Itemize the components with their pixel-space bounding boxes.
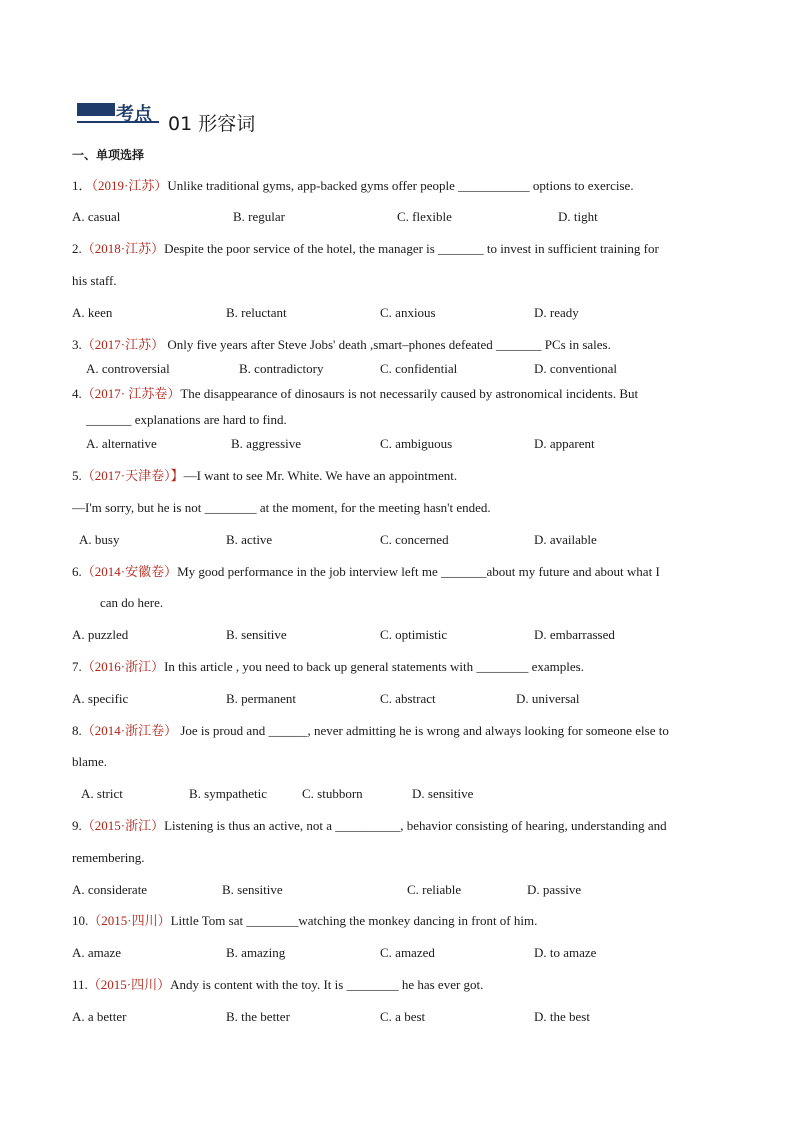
- option-c: C. ambiguous: [380, 436, 453, 451]
- option-c: C. flexible: [397, 209, 452, 224]
- option-d: D. tight: [558, 209, 598, 224]
- question-1: 1．（2019·江苏）Unlike traditional gyms, app-backed gyms offer people ___________ options to exercise.: [72, 178, 634, 193]
- option-c: C. a best: [380, 1009, 426, 1024]
- option-d: D. conventional: [534, 361, 618, 376]
- option-d: D. passive: [527, 882, 582, 897]
- option-c: C. concerned: [380, 532, 449, 547]
- option-a: A. puzzled: [72, 627, 129, 642]
- option-d: D. embarrassed: [534, 627, 615, 642]
- option-c: C. anxious: [380, 305, 436, 320]
- option-a: A. amaze: [72, 945, 122, 960]
- option-a: A. strict: [81, 786, 123, 801]
- question-6: 6.（2014·安徽卷）My good performance in the job interview left me _______about my future and about what I: [72, 564, 660, 579]
- question-4-cont: _______ explanations are hard to find.: [86, 412, 287, 427]
- option-d: D. sensitive: [412, 786, 474, 801]
- question-2-cont: his staff.: [72, 273, 117, 288]
- question-5: 5.（2017·天津卷）】—I want to see Mr. White. We have an appointment.: [72, 468, 458, 483]
- header-badge: 考点: [116, 104, 152, 125]
- option-a: A. a better: [72, 1009, 127, 1024]
- option-d: D. the best: [534, 1009, 590, 1024]
- option-d: D. apparent: [534, 436, 595, 451]
- option-d: D. ready: [534, 305, 579, 320]
- option-c: C. optimistic: [380, 627, 448, 642]
- option-b: B. sympathetic: [189, 786, 267, 801]
- option-a: A. casual: [72, 209, 121, 224]
- question-4: 4.（2017· 江苏卷）The disappearance of dinosaurs is not necessarily caused by astronomical incidents. But: [72, 386, 639, 401]
- option-c: C. abstract: [380, 691, 436, 706]
- question-8-cont: blame.: [72, 754, 108, 769]
- section-heading: 一、单项选择: [72, 148, 145, 162]
- header-badge-bar: [77, 103, 115, 116]
- option-b: B. contradictory: [239, 361, 324, 376]
- option-c: C. reliable: [407, 882, 462, 897]
- question-10: 10.（2015·四川）Little Tom sat ________watching the monkey dancing in front of him.: [72, 913, 538, 928]
- option-b: B. amazing: [226, 945, 286, 960]
- option-a: A. controversial: [86, 361, 170, 376]
- page-title: 01 形容词: [168, 113, 256, 135]
- question-6-cont: can do here.: [100, 595, 164, 610]
- option-a: A. specific: [72, 691, 129, 706]
- question-7: 7.（2016·浙江）In this article , you need to back up general statements with ________ examples.: [72, 659, 584, 674]
- question-5-cont: —I'm sorry, but he is not ________ at the moment, for the meeting hasn't ended.: [72, 500, 491, 515]
- option-b: B. sensitive: [226, 627, 287, 642]
- question-2: 2.（2018·江苏）Despite the poor service of the hotel, the manager is _______ to invest in sufficient training for: [72, 241, 659, 256]
- question-9: 9.（2015·浙江）Listening is thus an active, not a __________, behavior consisting of hearing, understanding and: [72, 818, 667, 833]
- option-a: A. considerate: [72, 882, 148, 897]
- option-d: D. universal: [516, 691, 580, 706]
- option-b: B. active: [226, 532, 273, 547]
- option-c: C. stubborn: [302, 786, 363, 801]
- option-c: C. amazed: [380, 945, 435, 960]
- question-11: 11.（2015·四川）Andy is content with the toy. It is ________ he has ever got.: [72, 977, 484, 992]
- option-d: D. available: [534, 532, 597, 547]
- option-b: B. sensitive: [222, 882, 283, 897]
- option-b: B. regular: [233, 209, 285, 224]
- question-9-cont: remembering.: [72, 850, 145, 865]
- option-a: A. alternative: [86, 436, 157, 451]
- question-8: 8.（2014·浙江卷） Joe is proud and ______, never admitting he is wrong and always looking for someone else to: [72, 723, 669, 738]
- option-d: D. to amaze: [534, 945, 597, 960]
- option-c: C. confidential: [380, 361, 458, 376]
- question-3: 3.（2017·江苏） Only five years after Steve Jobs' death ,smart–phones defeated _______ PCs in sales.: [72, 337, 611, 352]
- option-b: B. permanent: [226, 691, 297, 706]
- option-b: B. aggressive: [231, 436, 302, 451]
- option-b: B. the better: [226, 1009, 290, 1024]
- option-a: A. keen: [72, 305, 113, 320]
- option-b: B. reluctant: [226, 305, 287, 320]
- option-a: A. busy: [79, 532, 120, 547]
